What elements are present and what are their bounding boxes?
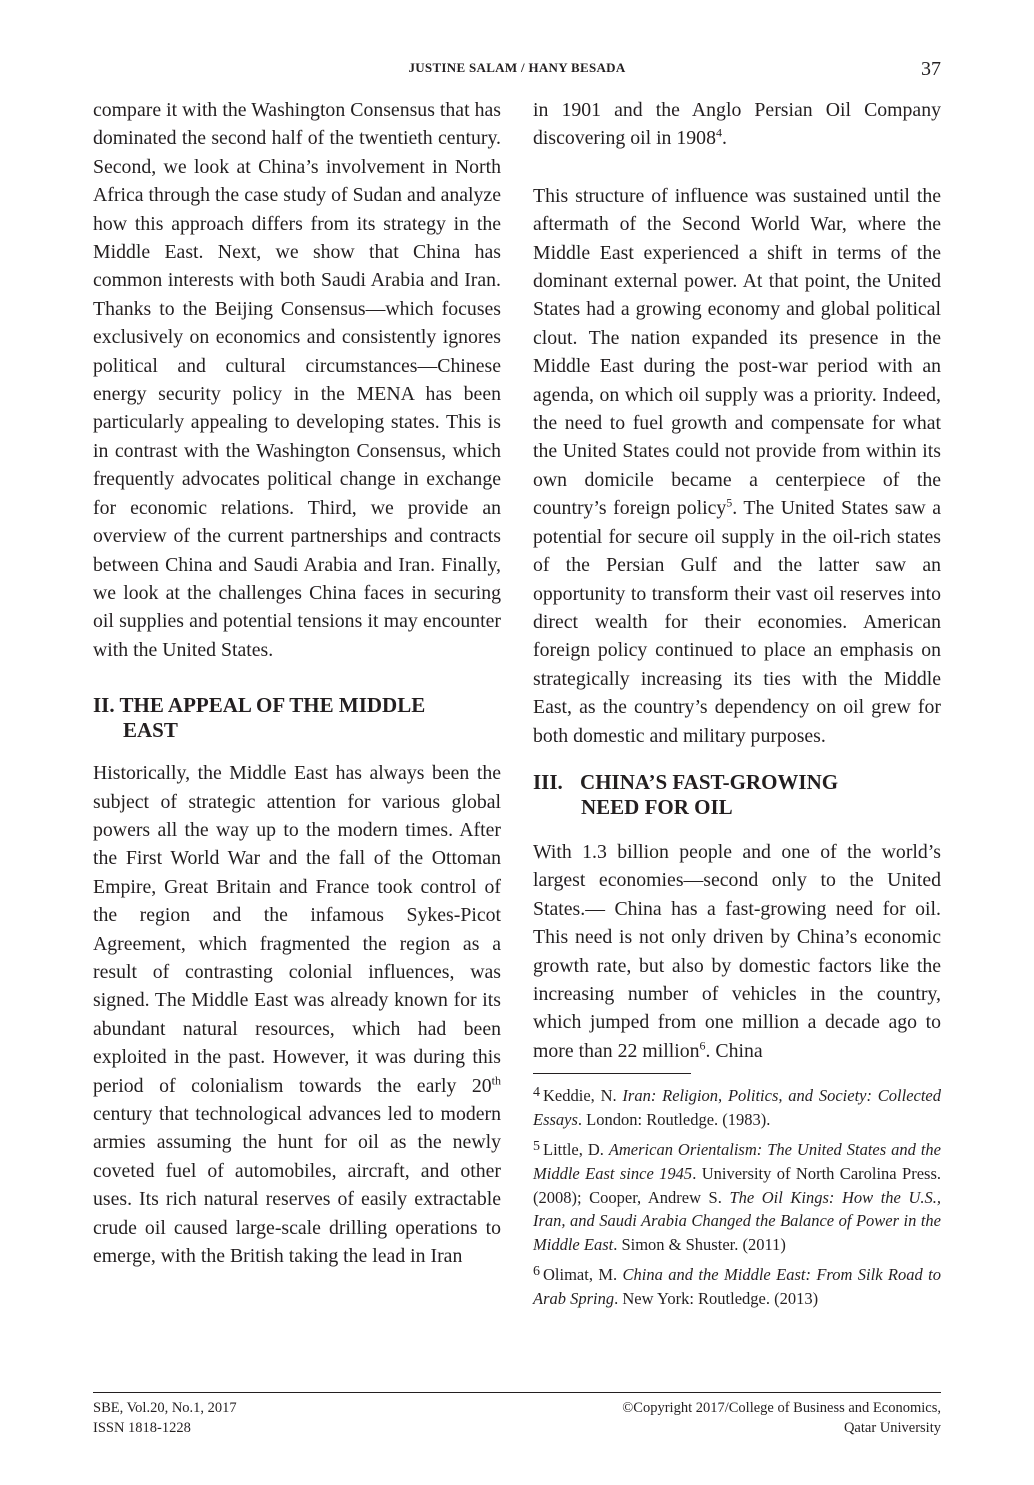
paragraph-text: . The United States saw a potential for secure oil supply in the oil-rich states of the Persian Gulf and the latter saw an opportunity to transform their vast oil reserves into direct wealth for their economies. American foreign policy continued to place an emphasis on strategically increasing its ties with the Middle East, as the country’s dependency on oil grew for both domestic and military purposes.	[533, 497, 941, 747]
footnote-ref-4: 4	[715, 125, 722, 140]
footnote-mark: 5	[533, 1139, 540, 1155]
section-heading-2	[93, 693, 501, 743]
footer-copyright-line-2: Qatar University	[843, 1420, 941, 1436]
footnote-title: The Oil Kings: How the U.S., Iran, and Saudi Arabia Changed the Balance of Power in the Middle East	[533, 1187, 941, 1254]
footnote-5	[533, 1135, 941, 1256]
paragraph-text: . China	[705, 1039, 763, 1062]
right-paragraph-2	[533, 182, 941, 750]
section-title-line-2: EAST	[123, 718, 178, 743]
footnote-text: Olimat, M.	[543, 1265, 623, 1285]
footer-journal-volume: SBE, Vol.20, No.1, 2017	[93, 1400, 237, 1416]
footer-issn: ISSN 1818-1228	[93, 1420, 191, 1436]
right-paragraph-1	[533, 96, 941, 153]
section-title-line-2: NEED FOR OIL	[581, 794, 733, 819]
footnote-4	[533, 1081, 941, 1131]
section-title-line-1: THE APPEAL OF THE MIDDLE	[119, 693, 426, 718]
superscript: th	[491, 1073, 501, 1087]
footnote-title: Iran: Religion, Politics, and Society: Collected Essays	[533, 1086, 941, 1129]
footnote-text: Keddie, N.	[543, 1086, 623, 1106]
section-heading-3	[533, 770, 941, 820]
paragraph-text: in 1901 and the Anglo Persian Oil Company discovering oil in 1908	[533, 99, 941, 150]
paragraph-text: Historically, the Middle East has always been the subject of strategic attention for various global powers all the way up to the modern times. After the First World War and the fall of the Ottoman Empire, Great Britain and France took control of the region and the infamous Sykes-Picot Agreement, which fragmented the region as a result of contrasting colonial influences, was signed. The Middle East was already known for its abundant natural resources, which had been exploited in the past. However, it was during this period of colonialism towards the early 20	[93, 762, 501, 1097]
footnote-text: Little, D.	[543, 1140, 609, 1160]
footnote-title: China and the Middle East: From Silk Road to Arab Spring	[533, 1265, 941, 1308]
section-number: III.	[533, 769, 563, 794]
left-paragraph-1: compare it with the Washington Consensus that has dominated the second half of the twentieth century. Second, we look at China’s involvement in North Africa through the case study of Sudan and analyze how this approach differs from its strategy in the Middle East. Next, we show that China has common interests with both Saudi Arabia and Iran. Thanks to the Beijing Consensus—which focuses exclusively on economics and consistently ignores political and cultural circumstances—Chinese energy security policy in the MENA has been particularly appealing to developing states. This is in contrast with the Washington Consensus, which frequently advocates political change in exchange for economic relations. Third, we provide an overview of the current partnerships and contracts between China and Saudi Arabia and Iran. Finally, we look at the challenges China faces in securing oil supplies and potential tensions it may encounter with the United States.	[93, 99, 501, 661]
paragraph-text: century that technological advances led to modern armies assuming the hunt for oil as the newly coveted fuel of automobiles, aircraft, and other uses. Its rich natural reserves of easily extractable crude oil caused large-scale drilling operations to emerge, with the British taking the lead in Iran	[93, 1103, 501, 1268]
footer-copyright-line-1: ©Copyright 2017/College of Business and Economics,	[622, 1400, 941, 1416]
paragraph-text: With 1.3 billion people and one of the world’s largest economies—second only to the United States.— China has a fast-growing need for oil. This need is not only driven by China’s economic growth rate, but also by domestic factors like the increasing number of vehicles in the country, which jumped from one million a decade ago to more than 22 million	[533, 840, 941, 1062]
left-paragraph-2	[93, 759, 501, 1270]
left-column	[93, 96, 501, 1270]
footnote-divider	[533, 1073, 691, 1074]
footer-journal-info	[93, 1398, 237, 1438]
section-number: II.	[93, 693, 115, 718]
footnote-ref-6: 6	[699, 1038, 706, 1053]
footer-divider	[93, 1392, 941, 1393]
page-number: 37	[921, 58, 941, 80]
footnote-6	[533, 1260, 941, 1310]
footnote-text: . University of North Carolina Press. (2008); Cooper, Andrew S.	[533, 1163, 941, 1207]
paragraph-text: .	[721, 127, 727, 150]
right-paragraph-3	[533, 838, 941, 1065]
footnote-mark: 4	[533, 1085, 540, 1101]
footnote-title: American Orientalism: The United States and the Middle East since 1945	[533, 1140, 941, 1183]
right-column	[533, 96, 941, 1315]
footnote-text: . New York: Routledge. (2013)	[614, 1288, 819, 1308]
footnote-ref-5: 5	[726, 495, 733, 510]
footer-copyright	[622, 1398, 941, 1438]
footnote-text: . Simon & Shuster. (2011)	[613, 1234, 786, 1254]
footnote-text: . London: Routledge. (1983).	[577, 1109, 771, 1129]
section-title-line-1: CHINA’S FAST-GROWING	[580, 769, 839, 794]
footnote-mark: 6	[533, 1264, 540, 1280]
paragraph-text: This structure of influence was sustained until the aftermath of the Second World War, where the Middle East experienced a shift in terms of the dominant external power. At that point, the United States had a growing economy and global political clout. The nation expanded its presence in the Middle East during the post-war period with an agenda, on which oil supply was a priority. Indeed, the need to fuel growth and compensate for what the United States could not provide from within its own domicile became a centerpiece of the country’s foreign policy	[533, 184, 941, 520]
running-head: JUSTINE SALAM / HANY BESADA	[408, 60, 626, 75]
